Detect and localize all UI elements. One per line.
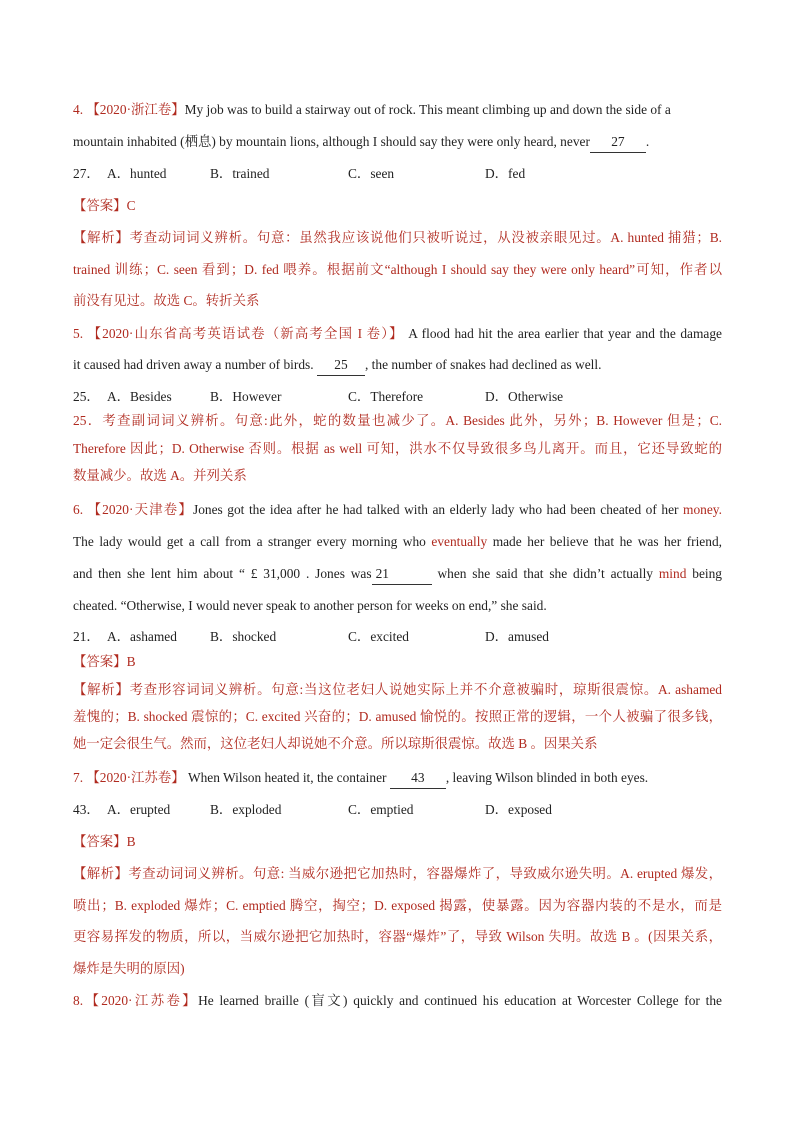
q4-option-d: D．fed <box>485 166 526 181</box>
q5-source-tag: 【2020·山东省高考英语试卷（新高考全国 I 卷）】 <box>87 326 404 341</box>
q7-text-1: When Wilson heated it, the container <box>187 770 387 785</box>
q4-answer-value: C <box>126 198 136 213</box>
q6-text-5: when she said that she didn’t actually <box>437 566 653 581</box>
q6-option-number: 21． <box>73 629 100 644</box>
q7-explanation-text-1: 考查动词词义辨析。句意: 当威尔逊把它加热时，容器爆炸了，导致威尔逊失明。A. erupted 爆发， <box>128 866 723 881</box>
q7-explanation-2: 喷出；B. exploded 爆炸；C. emptied 腾空，掏空；D. exposed 揭露，使暴露。因为容器内装的不是水，而是 <box>73 898 722 913</box>
q5-explanation-2: Therefore 因此；D. Otherwise 否则。根据 as well 可知，洪水不仅导致很多鸟儿离开。而且，它还导致蛇的 <box>73 441 722 456</box>
q4-answer <box>73 196 722 216</box>
q6-explanation-2: 羞愧的；B. shocked 震惊的；C. excited 兴奋的；D. amused 愉悦的。按照正常的逻辑，一个人被骗了很多钱， <box>73 709 722 724</box>
q7-explanation-4: 爆炸是失明的原因) <box>73 961 185 976</box>
q5-explanation-1: 25．考查副词词义辨析。句意:此外，蛇的数量也减少了。A. Besides 此外，另外；B. However 但是；C. <box>73 413 722 428</box>
q5-options <box>73 387 722 407</box>
q4-source-tag: 【2020·浙江卷】 <box>86 102 185 117</box>
q5-number: 5. <box>73 326 84 341</box>
q4-option-number: 27． <box>73 166 100 181</box>
q5-option-d: D．Otherwise <box>485 389 564 404</box>
q6-option-b: B．shocked <box>210 629 277 644</box>
q6-answer-value: B <box>126 654 136 669</box>
q8-text-1: He learned braille (盲文) quickly and continued his education at Worcester College for the <box>198 993 722 1008</box>
q6-option-c: C．excited <box>348 629 409 644</box>
q4-text-3: . <box>645 134 650 149</box>
q6-text-3: made her believe that he was her friend, <box>492 534 722 549</box>
q6-explanation-3: 她一定会很生气。然而，这位老妇人却说她不介意。所以琼斯很震惊。故选 B 。因果关系 <box>73 736 598 751</box>
q7-answer-value: B <box>126 834 136 849</box>
q4-option-b: B．trained <box>210 166 270 181</box>
q4-answer-label: 【答案】 <box>73 198 127 213</box>
q7-option-d: D．exposed <box>485 802 552 817</box>
q4-text-2: mountain inhabited (栖息) by mountain lions, although I should say they were only heard, never <box>73 134 590 149</box>
q7-number: 7. <box>73 770 84 785</box>
q7-option-number: 43． <box>73 802 100 817</box>
q6-source-tag: 【2020·天津卷】 <box>87 502 193 517</box>
q4-explanation-label: 【解析】 <box>73 230 130 245</box>
q5-text-3: , the number of snakes had declined as well. <box>364 357 602 372</box>
q7-explanation-label: 【解析】 <box>73 866 129 881</box>
q6-line-2 <box>73 532 722 552</box>
q7-options <box>73 800 722 820</box>
q5-blank: 25 <box>317 355 365 376</box>
q6-line-4: cheated. “Otherwise, I would never speak to another person for weeks on end,” she said. <box>73 598 547 613</box>
q6-options <box>73 627 722 647</box>
q7-explanation-3: 更容易挥发的物质，所以，当威尔逊把它加热时，容器“爆炸”了，导致 Wilson 失明。故选 B 。(因果关系， <box>73 929 722 944</box>
q8-source-tag: 【2020·江苏卷】 <box>83 993 199 1008</box>
q6-option-a: A．ashamed <box>107 629 177 644</box>
q5-explanation-3: 数量减少。故选 A。并列关系 <box>73 468 247 483</box>
q4-number: 4. <box>73 102 84 117</box>
q5-text-2: it caused had driven away a number of birds. <box>73 357 314 372</box>
q4-line-2 <box>73 132 722 153</box>
q4-blank: 27 <box>590 132 646 153</box>
q4-explanation-text-1: 考查动词词义辨析。句意：虽然我应该说他们只被听说过，从没被亲眼见过。A. hunted 捕猎；B. <box>129 230 723 245</box>
q6-explanation-text-1: 考查形容词词义辨析。句意:当这位老妇人说她实际上并不介意被骗时，琼斯很震惊。A. ashamed <box>129 682 722 697</box>
q4-text-1: My job was to build a stairway out of rock. This meant climbing up and down the side of a <box>184 102 671 117</box>
q6-number: 6. <box>73 502 84 517</box>
q4-explanation-2: trained 训练；C. seen 看到；D. fed 喂养。根据前文“although I should say they were only heard”可知，作者以 <box>73 262 722 277</box>
q7-text-2: , leaving Wilson blinded in both eyes. <box>445 770 649 785</box>
q7-source-tag: 【2020·江苏卷】 <box>86 770 185 785</box>
q8-line-1 <box>73 991 722 1011</box>
q5-option-number: 25． <box>73 389 100 404</box>
q6-option-d: D．amused <box>485 629 549 644</box>
q6-blank: 21 <box>372 564 432 585</box>
q7-blank: 43 <box>390 768 446 789</box>
q4-option-c: C．seen <box>348 166 395 181</box>
q5-option-c: C．Therefore <box>348 389 424 404</box>
q7-option-b: B．exploded <box>210 802 282 817</box>
q5-text-1: A flood had hit the area earlier that year and the damage <box>408 326 722 341</box>
q4-explanation-3: 前没有见过。故选 C。转折关系 <box>73 293 260 308</box>
q7-explanation-1 <box>73 864 722 884</box>
q5-option-a: A．Besides <box>107 389 172 404</box>
q5-line-2 <box>73 355 722 376</box>
q6-answer <box>73 652 722 672</box>
q7-answer-label: 【答案】 <box>73 834 127 849</box>
q5-line-1 <box>73 324 722 344</box>
q6-highlight-money: money. <box>683 502 722 517</box>
q6-text-1: Jones got the idea after he had talked with an elderly lady who had been cheated of her <box>192 502 679 517</box>
q8-number: 8. <box>73 993 84 1008</box>
q6-explanation-1 <box>73 680 722 700</box>
q6-highlight-eventually: eventually <box>431 534 488 549</box>
q6-highlight-mind: mind <box>658 566 687 581</box>
q7-answer <box>73 832 722 852</box>
q7-option-c: C．emptied <box>348 802 414 817</box>
q7-option-a: A．erupted <box>107 802 171 817</box>
q6-explanation-label: 【解析】 <box>73 682 130 697</box>
q4-explanation-1 <box>73 228 722 248</box>
q6-line-3 <box>73 564 722 585</box>
q6-line-1 <box>73 500 722 520</box>
q6-text-6: being <box>692 566 722 581</box>
q4-option-a: A．hunted <box>107 166 167 181</box>
q4-options <box>73 164 722 184</box>
q6-text-2: The lady would get a call from a stranger every morning who <box>73 534 426 549</box>
q7-line-1 <box>73 768 722 789</box>
q4-line-1 <box>73 100 722 120</box>
q6-text-4: and then she lent him about “ £ 31,000 . Jones was <box>73 566 372 581</box>
q6-answer-label: 【答案】 <box>73 654 127 669</box>
q5-option-b: B．However <box>210 389 282 404</box>
